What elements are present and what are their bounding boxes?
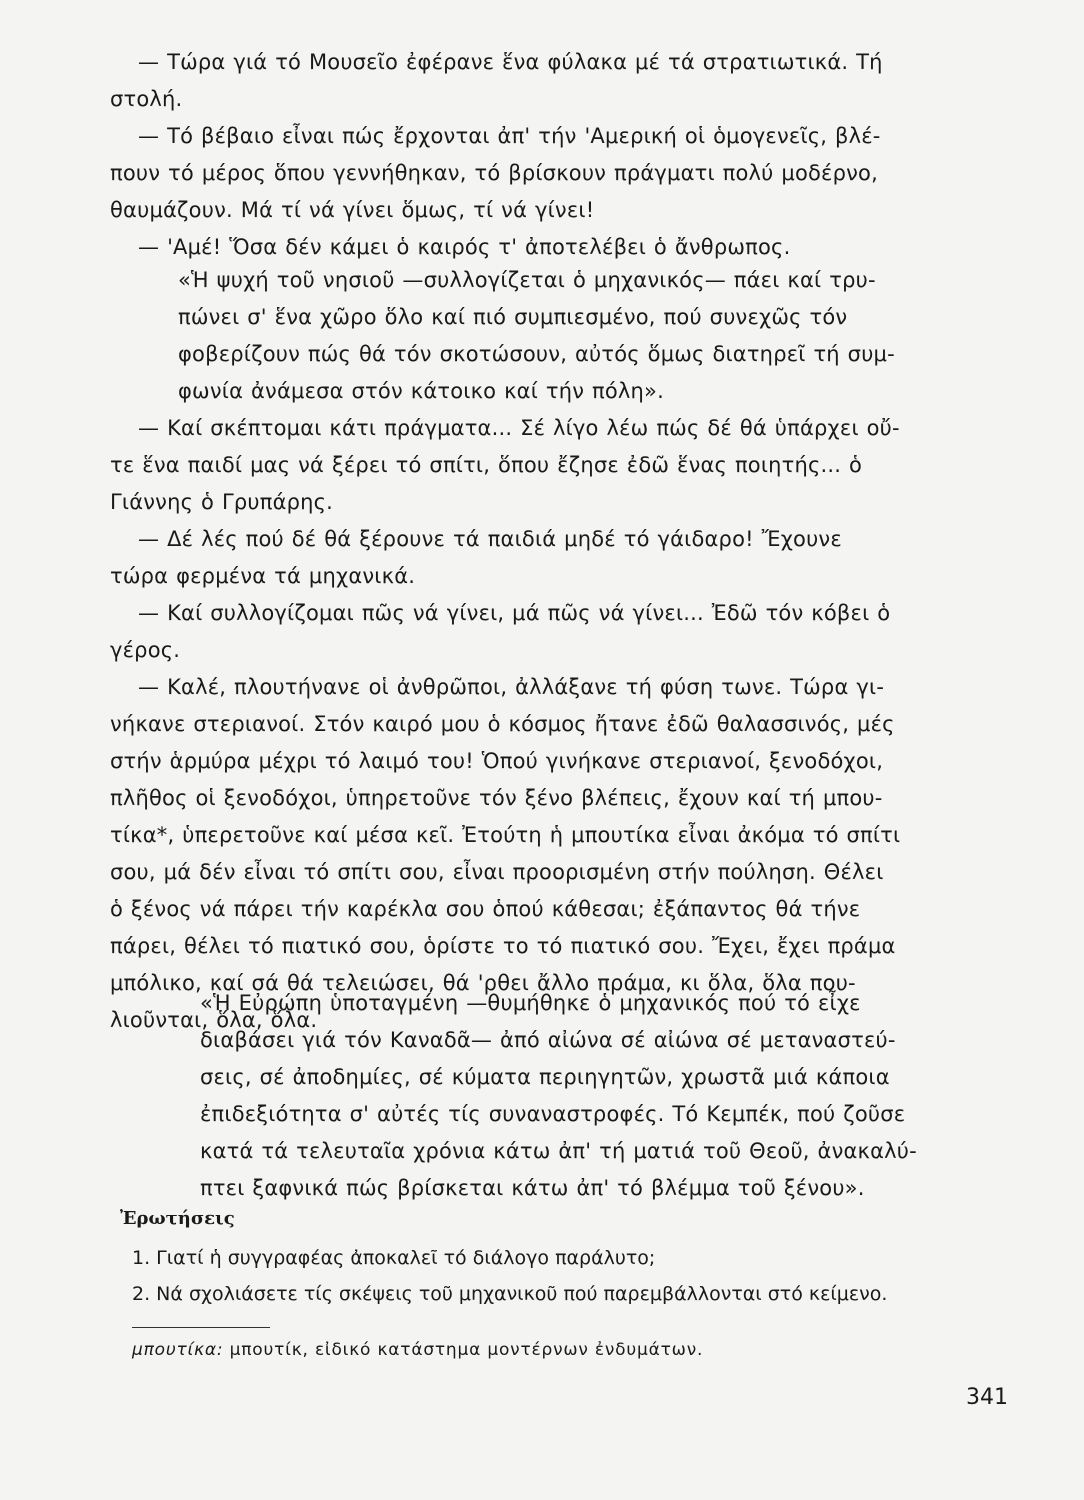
- text-line: ὁ ξένος νά πάρει τήν καρέκλα σου ὁπού κάθεσαι; ἐξάπαντος θά τήνε: [110, 897, 861, 921]
- text-line: τε ἕνα παιδί μας νά ξέρει τό σπίτι, ὅπου ἔζησε ἐδῶ ἕνας ποιητής... ὁ: [110, 453, 863, 477]
- text-line: θαυμάζουν. Μά τί νά γίνει ὅμως, τί νά γίνει!: [110, 198, 595, 222]
- text-line: φωνία ἀνάμεσα στόν κάτοικο καί τήν πόλη».: [178, 379, 664, 403]
- text-line: — Τό βέβαιο εἶναι πώς ἔρχονται ἀπ' τήν 'Αμερική οἱ ὁμογενεῖς, βλέ-: [138, 124, 881, 148]
- text-line: πουν τό μέρος ὅπου γεννήθηκαν, τό βρίσκουν πράγματι πολύ μοδέρνο,: [110, 161, 878, 185]
- footnote-text: μπουτίκ, εἰδικό κατάστημα μοντέρνων ἐνδυμάτων.: [223, 1340, 704, 1360]
- text-line: τώρα φερμένα τά μηχανικά.: [110, 564, 416, 588]
- text-line: — 'Αμέ! Ὅσα δέν κάμει ὁ καιρός τ' ἀποτελέβει ὁ ἄνθρωπος.: [138, 235, 791, 259]
- text-line: — Καλέ, πλουτήνανε οἱ ἀνθρῶποι, ἀλλάξανε τή φύση τωνε. Τώρα γι-: [138, 675, 885, 699]
- text-line: σου, μά δέν εἶναι τό σπίτι σου, εἶναι προορισμένη στήν πούληση. Θέλει: [110, 860, 884, 884]
- text-line: πώνει σ' ἕνα χῶρο ὅλο καί πιό συμπιεσμένο, πού συνεχῶς τόν: [178, 305, 848, 329]
- text-line: πτει ξαφνικά πώς βρίσκεται κάτω ἀπ' τό βλέμμα τοῦ ξένου».: [200, 1176, 865, 1200]
- text-line: — Καί συλλογίζομαι πῶς νά γίνει, μά πῶς νά γίνει... Ἐδῶ τόν κόβει ὁ: [138, 601, 891, 625]
- dialogue-block-2: [110, 410, 990, 1039]
- text-line: «Ἡ ψυχή τοῦ νησιοῦ —συλλογίζεται ὁ μηχανικός— πάει καί τρυ-: [178, 268, 876, 292]
- question-item: 1. Γιατί ἡ συγγραφέας ἀποκαλεῖ τό διάλογο παράλυτο;: [132, 1247, 656, 1269]
- text-line: λιοῦνται, ὅλα, ὅλα.: [110, 1008, 318, 1032]
- text-line: στήν ἁρμύρα μέχρι τό λαιμό του! Ὁπού γινήκανε στεριανοί, ξενοδόχοι,: [110, 749, 884, 773]
- question-item: 2. Νά σχολιάσετε τίς σκέψεις τοῦ μηχανικοῦ πού παρεμβάλλονται στό κείμενο.: [132, 1283, 888, 1305]
- text-line: νήκανε στεριανοί. Στόν καιρό μου ὁ κόσμος ἤτανε ἐδῶ θαλασσινός, μές: [110, 712, 895, 736]
- text-line: — Τώρα γιά τό Μουσεῖο ἐφέρανε ἕνα φύλακα μέ τά στρατιωτικά. Τή: [138, 50, 883, 74]
- quote-block-2: [200, 985, 970, 1207]
- text-line: — Δέ λές πού δέ θά ξέρουνε τά παιδιά μηδέ τό γάιδαρο! Ἔχουνε: [138, 527, 842, 551]
- questions-heading: Ἐρωτήσεις: [120, 1208, 235, 1229]
- footnote-term: μπουτίκα:: [132, 1340, 224, 1360]
- quote-block-1: [178, 262, 978, 410]
- text-line: σεις, σέ ἀποδημίες, σέ κύματα περιηγητῶν, χρωστᾶ μιά κάποια: [200, 1065, 890, 1089]
- text-line: φοβερίζουν πώς θά τόν σκοτώσουν, αὐτός ὅμως διατηρεῖ τή συμ-: [178, 342, 895, 366]
- text-line: «Ἡ Εὐρώπη ὑποταγμένη —θυμήθηκε ὁ μηχανικός πού τό εἶχε: [200, 991, 861, 1015]
- text-line: διαβάσει γιά τόν Καναδᾶ— ἀπό αἰώνα σέ αἰώνα σέ μεταναστεύ-: [200, 1028, 896, 1052]
- text-line: μπόλικο, καί σά θά τελειώσει, θά 'ρθει ἄλλο πράμα, κι ὅλα, ὅλα που-: [110, 971, 856, 995]
- text-line: γέρος.: [110, 638, 181, 662]
- text-line: — Καί σκέπτομαι κάτι πράγματα... Σέ λίγο λέω πώς δέ θά ὑπάρχει οὔ-: [138, 416, 900, 440]
- text-line: ἐπιδεξιότητα σ' αὐτές τίς συναναστροφές. Τό Κεμπέκ, πού ζοῦσε: [200, 1102, 906, 1126]
- dialogue-block-1: [110, 44, 990, 266]
- text-line: στολή.: [110, 87, 183, 111]
- footnote: [132, 1340, 703, 1360]
- text-line: Γιάννης ὁ Γρυπάρης.: [110, 490, 334, 514]
- page-number: 341: [966, 1385, 1008, 1410]
- text-line: πλῆθος οἱ ξενοδόχοι, ὑπηρετοῦνε τόν ξένο βλέπεις, ἔχουν καί τή μπου-: [110, 786, 883, 810]
- text-line: πάρει, θέλει τό πιατικό σου, ὁρίστε το τό πιατικό σου. Ἔχει, ἔχει πράμα: [110, 934, 896, 958]
- footnote-divider: [132, 1327, 270, 1328]
- text-line: κατά τά τελευταῖα χρόνια κάτω ἀπ' τή ματιά τοῦ Θεοῦ, ἀνακαλύ-: [200, 1139, 917, 1163]
- text-line: τίκα*, ὑπερετοῦνε καί μέσα κεῖ. Ἐτούτη ἡ μπουτίκα εἶναι ἀκόμα τό σπίτι: [110, 823, 901, 847]
- questions-list: [132, 1240, 887, 1312]
